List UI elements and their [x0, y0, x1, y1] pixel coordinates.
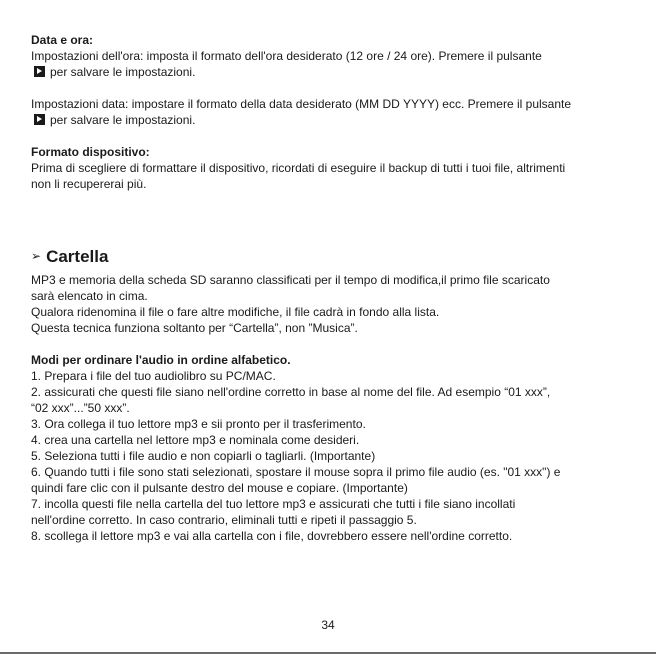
- sorting-step-line: 1. Prepara i file del tuo audiolibro su PC/MAC.: [31, 369, 276, 383]
- sorting-step-line: quindi fare clic con il pulsante destro del mouse e copiare. (Importante): [31, 481, 408, 495]
- format-device-heading: Formato dispositivo:: [31, 145, 150, 159]
- folder-line-3: Qualora ridenomina il file o fare altre modifiche, il file cadrà in fondo alla lista.: [31, 305, 440, 319]
- sorting-heading: Modi per ordinare l'audio in ordine alfabetico.: [31, 353, 291, 367]
- sorting-step-line: 4. crea una cartella nel lettore mp3 e nominala come desideri.: [31, 433, 360, 447]
- date-settings-line-1: Impostazioni data: impostare il formato della data desiderato (MM DD YYYY) ecc. Premere il pulsante: [31, 97, 572, 111]
- sorting-step-line: 6. Quando tutti i file sono stati selezionati, spostare il mouse sopra il primo file audio (es. "01 xxx") e: [31, 465, 561, 479]
- play-button-icon: [34, 66, 45, 77]
- format-device-line-2: non li recupererai più.: [31, 177, 147, 191]
- folder-heading-title: Cartella: [46, 247, 109, 266]
- date-time-heading: Data e ora:: [31, 33, 94, 47]
- date-settings-line-2-text: per salvare le impostazioni.: [50, 113, 196, 127]
- play-button-icon: [34, 114, 45, 125]
- format-device-line-1: Prima di scegliere di formattare il dispositivo, ricordati di eseguire il backup di tutti i tuoi file, altrimenti: [31, 161, 566, 175]
- sorting-step-line: 3. Ora collega il tuo lettore mp3 e sii pronto per il trasferimento.: [31, 417, 366, 431]
- folder-line-1: MP3 e memoria della scheda SD saranno classificati per il tempo di modifica,il primo file scaricato: [31, 273, 550, 287]
- page-number: 34: [321, 618, 335, 632]
- sorting-step-line: nell'ordine corretto. In caso contrario, eliminali tutti e ripeti il passaggio 5.: [31, 513, 417, 527]
- page-content: [31, 32, 627, 192]
- sorting-step-line: 8. scollega il lettore mp3 e vai alla cartella con i file, dovrebbero essere nell'ordine corretto.: [31, 529, 513, 543]
- folder-section: [31, 272, 627, 544]
- bottom-divider: [0, 652, 656, 654]
- folder-line-2: sarà elencato in cima.: [31, 289, 148, 303]
- time-settings-line-2: [31, 64, 627, 80]
- sorting-step-line: 5. Seleziona tutti i file audio e non copiarli o tagliarli. (Importante): [31, 449, 376, 463]
- sorting-step-line: 7. incolla questi file nella cartella del tuo lettore mp3 e assicurati che tutti i file siano incollati: [31, 497, 516, 511]
- time-settings-line-2-text: per salvare le impostazioni.: [50, 65, 196, 79]
- folder-line-4: Questa tecnica funziona soltanto per “Cartella”, non ”Musica”.: [31, 321, 358, 335]
- time-settings-line-1: Impostazioni dell'ora: imposta il formato dell'ora desiderato (12 ore / 24 ore). Premere il pulsante: [31, 49, 542, 63]
- date-settings-line-2: [31, 112, 627, 128]
- sorting-step-line: 2. assicurati che questi file siano nell'ordine corretto in base al nome del file. Ad esempio “01 xxx”,: [31, 385, 551, 399]
- sorting-step-line: “02 xxx”...”50 xxx”.: [31, 401, 130, 415]
- folder-heading: [31, 245, 108, 268]
- arrow-bullet-icon: ➢: [31, 249, 42, 263]
